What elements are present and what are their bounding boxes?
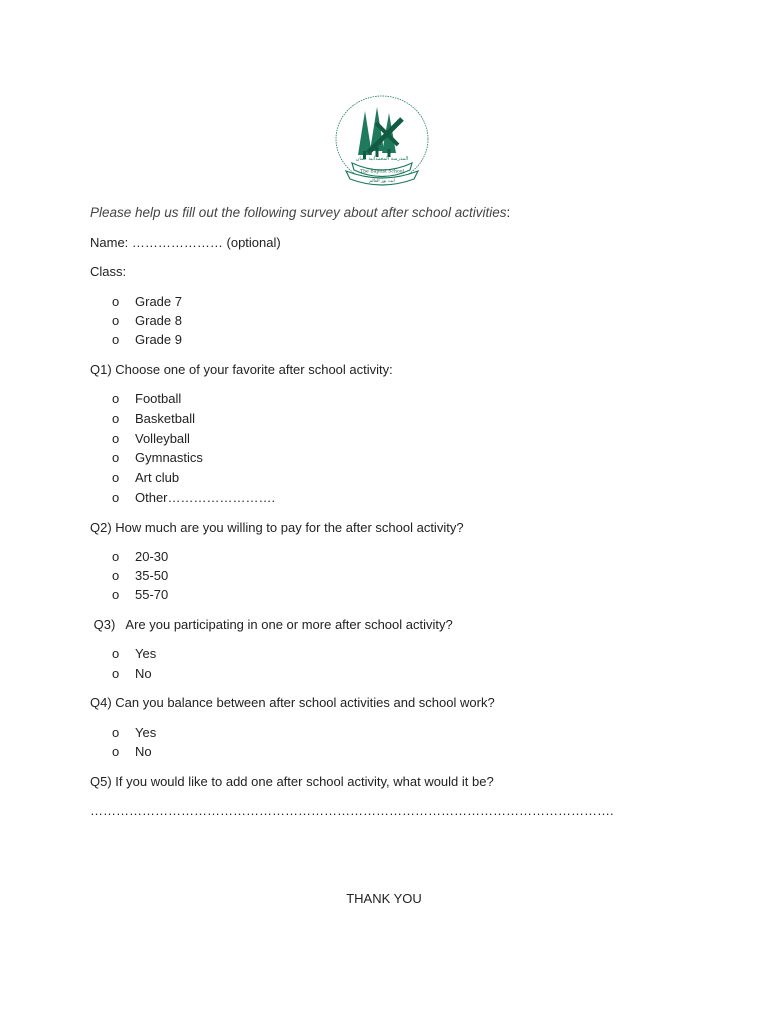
q1-option[interactable] [112, 431, 190, 446]
q5-answer-line[interactable]: …………………………………………………………………………………………………………. [90, 803, 614, 818]
bullet-icon: o [112, 646, 120, 661]
bullet-icon: o [112, 391, 120, 406]
logo-school-name: The Baptist School [360, 169, 404, 175]
option-label: Grade 7 [135, 294, 182, 309]
option-label: Grade 9 [135, 332, 182, 347]
class-option[interactable] [112, 332, 182, 347]
bullet-icon: o [112, 725, 120, 740]
option-label: 55-70 [135, 587, 169, 602]
q1-option[interactable] [112, 470, 179, 485]
bullet-icon: o [112, 450, 120, 465]
bullet-icon: o [112, 744, 120, 759]
bullet-icon: o [112, 431, 120, 446]
option-label: 20-30 [135, 549, 169, 564]
class-label: Class: [90, 264, 127, 279]
option-label: Yes [135, 725, 157, 740]
q2-option[interactable] [112, 587, 168, 602]
q3-option[interactable] [112, 646, 156, 661]
bullet-icon: o [112, 568, 120, 583]
class-option[interactable] [112, 313, 182, 328]
option-label: Other……………………. [135, 490, 276, 505]
option-label: Art club [135, 470, 180, 485]
bullet-icon: o [112, 470, 120, 485]
q3-question: Q3) Are you participating in one or more after school activity? [90, 617, 453, 632]
bullet-icon: o [112, 313, 120, 328]
q5-question: Q5) If you would like to add one after school activity, what would it be? [90, 774, 494, 789]
option-label: Grade 8 [135, 313, 182, 328]
school-logo [332, 93, 432, 193]
q1-question: Q1) Choose one of your favorite after school activity: [90, 362, 393, 377]
option-label: Volleyball [135, 431, 190, 446]
intro-colon: : [506, 205, 511, 220]
q1-option[interactable] [112, 391, 181, 406]
q1-option[interactable] [112, 450, 203, 465]
q2-question: Q2) How much are you willing to pay for the after school activity? [90, 520, 464, 535]
bullet-icon: o [112, 411, 120, 426]
bullet-icon: o [112, 666, 120, 681]
thank-you-text: THANK YOU [346, 891, 422, 906]
option-label: Football [135, 391, 182, 406]
q2-option[interactable] [112, 568, 168, 583]
q4-question: Q4) Can you balance between after school activities and school work? [90, 695, 495, 710]
q4-option[interactable] [112, 725, 156, 740]
option-label: 35-50 [135, 568, 169, 583]
option-label: No [135, 666, 152, 681]
option-label: No [135, 744, 152, 759]
survey-intro [90, 205, 510, 220]
option-label: Gymnastics [135, 450, 203, 465]
bullet-icon: o [112, 332, 120, 347]
q2-option[interactable] [112, 549, 168, 564]
bullet-icon: o [112, 587, 120, 602]
q1-option[interactable] [112, 490, 275, 505]
q3-option[interactable] [112, 666, 152, 681]
bullet-icon: o [112, 549, 120, 564]
option-label: Basketball [135, 411, 195, 426]
class-option[interactable] [112, 294, 182, 309]
logo-arabic-text: المدرسة المعمدانية عمان [355, 156, 409, 162]
bullet-icon: o [112, 490, 120, 505]
bullet-icon: o [112, 294, 120, 309]
option-label: Yes [135, 646, 157, 661]
q4-option[interactable] [112, 744, 152, 759]
q1-option[interactable] [112, 411, 195, 426]
logo-motto: أنت نور العالم [369, 179, 395, 184]
name-field-line: Name: ………………… (optional) [90, 235, 281, 250]
intro-text: Please help us fill out the following survey about after school activities [90, 205, 507, 220]
